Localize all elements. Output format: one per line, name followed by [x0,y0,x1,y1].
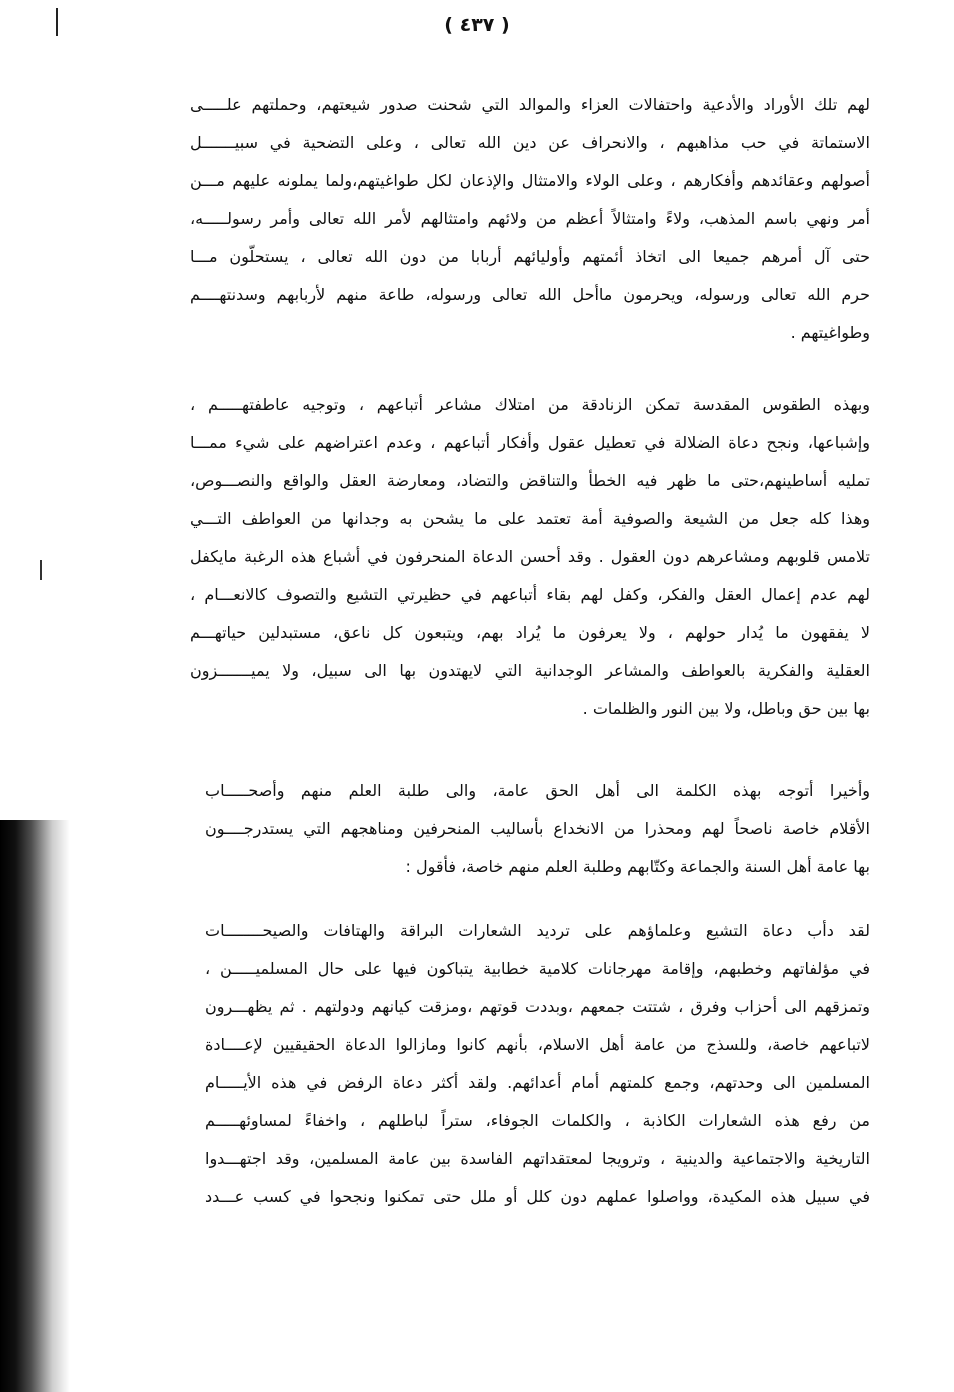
paragraph-4 [205,912,870,1216]
scan-edge-shadow [0,820,70,1392]
text-line: الأقلام خاصة ناصحاً لهم ومحذرا من الانخداع بأساليب المنحرفين ومناهجهم التي يستدرجــــون [205,819,870,838]
text-line: في سبيل هذه المكيدة، وواصلوا عملهم دون كلل أو ملل حتى تمكنوا ونجحوا في كسب عـــدد [205,1187,870,1206]
text-line: وطواغيتهم . [790,323,870,342]
text-line: لقد دأب دعاة التشيع وعلماؤهم على ترديد الشعارات البراقة والهتافات والصيحــــــــات [205,921,870,940]
text-line: وهذا كله جعل من الشيعة والصوفية أمة تعتمد على ما يشحن به وجدانها من العواطف التـــي [190,509,870,528]
paragraph-2 [190,386,870,728]
text-line: من رفع هذه الشعارات الكاذبة ، والكلمات الجوفاء، ستراً لباطلهم ، واخفاءً لمساوئهـــــم [205,1111,870,1130]
text-line: لهم عدم إعمال العقل والفكر، وكفل لهم بقاء أتباعهم في حظيرتي التشيع والتصوف كالانعـــام ، [190,585,870,604]
text-line: في مؤلفاتهم وخطبهم، وإقامة مهرجانات كلامية خطابية يتباكون فيها على حال المسلميـــــن ، [205,959,870,978]
text-line: المسلمين الى وحدتهم، وجمع كلمتهم أمام أعدائهم. ولقد أكثر دعاة الرفض في هذه الأيـــــام [205,1073,870,1092]
text-line: أصولهم وعقائدهم وأفكارهم ، وعلى الولاء والامتثال والإذعان لكل طواغيتهم،ولما يملونه عليهم مـــن [190,171,870,190]
page-number: ( ٤٣٧ ) [444,14,510,36]
text-line: لهم تلك الأوراد والأدعية واحتفالات العزاء والموالد التي شحنت صدور شيعتهم، وحملتهم علـــــى [190,95,870,114]
text-line: تمليه أساطينهم،حتى ما ظهر فيه الخطأ والتناقض والتضاد، ومعارضة العقل والواقع والنصـــوص، [190,471,870,490]
text-line: لا يفقهون ما يُدار حولهم ، ولا يعرفون ما يُراد بهم، ويتبعون كل ناعق، مستبدلين حياتهـــم [190,623,870,642]
text-line: لاتباعهم خاصة، وللسذج من عامة أهل الاسلام، بأنهم كانوا ومازالوا الدعاة الحقيقيين لإعــــادة [205,1035,870,1054]
text-line: بها بين حق وباطل، ولا بين النور والظلمات . [582,699,870,718]
paragraph-3 [205,772,870,886]
scan-artifact-dot [40,560,42,580]
text-line: العقلية والفكرية بالعواطف والمشاعر الوجدانية التي لايهتدون بها الى سبيل، ولا يميـــــــزون [190,661,870,680]
text-line: بها عامة أهل السنة والجماعة وكتّابهم وطلبة العلم منهم خاصة، فأقول : [405,857,870,876]
text-line: التاريخية والاجتماعية والدينية ، وترويجا لمعتقداتهم الفاسدة بين عامة المسلمين، وقد اجتهـــدوا [205,1149,870,1168]
text-line: الاستماتة في حب مذاهبهم ، والانحراف عن دين الله تعالى ، وعلى التضحية في سبيـــــــل [190,133,870,152]
text-line: تلامس قلوبهم ومشاعرهم دون العقول . وقد أحسن الدعاة المنحرفون في أشباع هذه الرغبة مايكفل [190,547,870,566]
text-line: وبهذه الطقوس المقدسة تمكن الزنادقة من امتلاك مشاعر أتباعهم ، وتوجيه عاطفتهـــــم ، [190,395,870,414]
text-line: حرم الله تعالى ورسوله، ويحرمون ماأحل الله تعالى ورسوله، طاعة منهم لأربابهم وسدنتهــــم [190,285,870,304]
text-line: وتمزقهم الى أحزاب وفرق ، شتتت جمعهم ،وبددت قوتهم ،ومزقت كيانهم ودولتهم . ثم يظهـــرون [205,997,870,1016]
text-line: وإشباعها، ونجح دعاة الضلالة في تعطيل عقول وأفكار أتباعهم ، وعدم اعتراضهم على شيء ممـــا [190,433,870,452]
text-line: أمر ونهي باسم المذهب، ولاءً وامتثالاً أعظم من ولائهم وامتثالهم لأمر الله تعالى وأمر رسولـــــه، [190,209,870,228]
text-line: حتى آل أمرهم جميعا الى اتخاذ أئمتهم وأوليائهم أربابا من دون الله تعالى ، يستحلّون مـــا [190,247,870,266]
paragraph-1 [190,86,870,352]
text-line: وأخيرا أتوجه بهذه الكلمة الى أهل الحق عامة، والى طلبة العلم منهم وأصحـــــاب [205,781,870,800]
